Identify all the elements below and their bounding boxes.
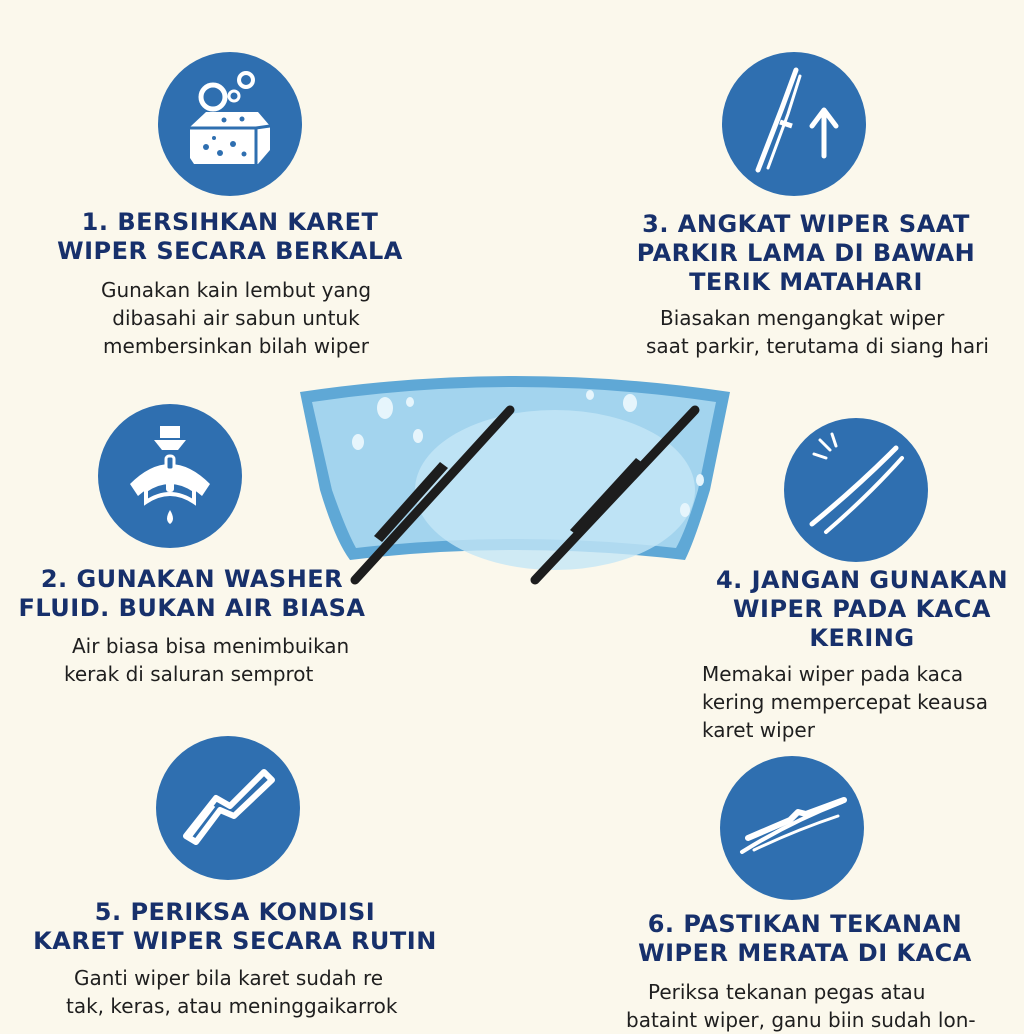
tip-4-title-line-3: KERING <box>809 624 915 652</box>
tip-1-title-line-1: 1. BERSIHKAN KARET <box>81 208 379 236</box>
tip-5-title <box>20 898 450 956</box>
tip-5-desc-line-1: Ganti wiper bila karet sudah re <box>74 966 384 990</box>
tip-1-title <box>0 208 460 266</box>
wiper-lift-icon <box>722 52 866 196</box>
tip-4-desc-line-3: karet wiper <box>702 718 815 742</box>
wiper-blade-inspect-icon-circle <box>156 736 300 880</box>
tip-2-description <box>64 632 394 688</box>
tip-3-desc-line-2: saat parkir, terutama di siang hari <box>646 334 989 358</box>
tip-4-desc-line-1: Memakai wiper pada kaca <box>702 662 964 686</box>
sponge-icon-circle <box>158 52 302 196</box>
tip-2-desc-line-2: kerak di saluran semprot <box>64 662 314 686</box>
dry-glass-wiper-icon-circle <box>784 418 928 562</box>
wiper-pressure-icon-circle <box>720 756 864 900</box>
tip-6-desc-line-1: Periksa tekanan pegas atau <box>648 980 926 1004</box>
dry-glass-wiper-icon <box>784 418 928 562</box>
tip-2-title-line-1: 2. GUNAKAN WASHER <box>40 565 344 593</box>
washer-fluid-icon <box>98 404 242 548</box>
tip-6-title-line-1: 6. PASTIKAN TEKANAN <box>647 910 963 938</box>
tip-1-desc-line-2: dibasahi air sabun untuk <box>112 306 360 330</box>
tip-5-description <box>66 964 426 1020</box>
tip-5-desc-line-2: tak, keras, atau meninggaikarrok <box>66 994 398 1018</box>
tip-2-title <box>0 565 384 623</box>
tip-2-desc-line-1: Air biasa bisa menimbuikan <box>72 634 350 658</box>
tip-5-title-line-2: KARET WIPER SECARA RUTIN <box>33 927 437 955</box>
wiper-lift-icon-circle <box>722 52 866 196</box>
tip-3-description <box>640 304 1020 360</box>
washer-fluid-icon-circle <box>98 404 242 548</box>
tip-2-title-line-2: FLUID. BUKAN AIR BIASA <box>18 594 366 622</box>
tip-1-title-line-2: WIPER SECARA BERKALA <box>57 237 403 265</box>
tip-4-desc-line-2: kering mempercepat keausa <box>702 690 988 714</box>
tip-3-title <box>606 210 1006 297</box>
wiper-blade-inspect-icon <box>156 736 300 880</box>
tip-6-title <box>600 910 1010 968</box>
tip-6-description <box>626 978 1016 1034</box>
tip-4-title-line-2: WIPER PADA KACA <box>733 595 991 623</box>
tip-3-desc-line-1: Biasakan mengangkat wiper <box>660 306 945 330</box>
tip-1-desc-line-3: membersinkan bilah wiper <box>103 334 369 358</box>
tip-1-desc-line-1: Gunakan kain lembut yang <box>100 278 372 302</box>
tip-6-title-line-2: WIPER MERATA DI KACA <box>638 939 972 967</box>
tip-3-title-line-2: PARKIR LAMA DI BAWAH <box>636 239 976 267</box>
tip-6-desc-line-2: bataint wiper, ganu biin sudah lon- <box>626 1008 976 1032</box>
sponge-icon <box>158 52 302 196</box>
tip-3-title-line-1: 3. ANGKAT WIPER SAAT <box>642 210 970 238</box>
tip-4-description <box>702 660 1022 744</box>
tip-5-title-line-1: 5. PERIKSA KONDISI <box>94 898 376 926</box>
tip-3-title-line-3: TERIK MATAHARI <box>689 268 923 296</box>
tip-1-description <box>0 276 472 360</box>
wiper-pressure-icon <box>720 756 864 900</box>
tip-4-title <box>700 566 1024 653</box>
tip-4-title-line-1: 4. JANGAN GUNAKAN <box>715 566 1009 594</box>
